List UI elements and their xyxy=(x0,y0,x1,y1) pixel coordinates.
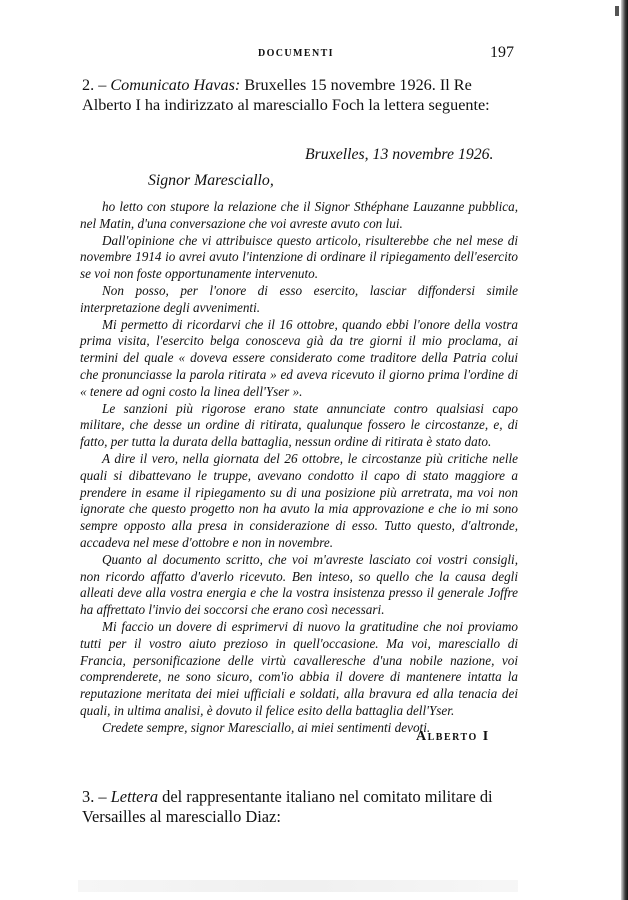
scan-artifact xyxy=(78,880,518,892)
letter-paragraph: A dire il vero, nella giornata del 26 ottobre, le circostanze più critiche nelle quali si dibattevano le truppe, avevano condotto il capo di stato maggiore a prendere in esame il ripiegamento su di una posizione più arretrata, ma voi non ignorate che questo progetto non ha avuto la mia approvazione e che io mi sono sempre opposto alla presa in considerazione di esso. Tutto questo, d'altronde, accadeva nel mese d'ottobre e non in novembre. xyxy=(80,450,518,550)
letter-paragraph: ho letto con stupore la relazione che il Signor Sthéphane Lauzanne pubblica, nel Matin, d'una conversazione che voi avreste avuto con lui. xyxy=(80,199,518,231)
letter-paragraph: Mi permetto di ricordarvi che il 16 ottobre, quando ebbi l'onore della vostra prima visita, l'esercito belga conosceva già da tre giorni il mio proclama, ai termini del quale « doveva essere considerato come traditore della Patria colui che pronunciasse la parola ritirata » ed aveva ricevuto il giorno prima l'ordine di « tenere ad ogni costo la linea dell'Yser ». xyxy=(80,316,518,399)
letter-paragraph: Non posso, per l'onore di esso esercito, lasciar diffondersi simile interpretazione degli avvenimenti. xyxy=(80,282,518,315)
letter-paragraph: Quanto al documento scritto, che voi m'avreste lasciato coi vostri consigli, non ricordo affatto d'averlo ricevuto. Ben inteso, so quello che la causa degli alleati deve alla vostra energia e che la vostra insistenza presso il generale Joffre ha affrettato l'invio dei soccorsi che erano così necessari. xyxy=(80,551,518,618)
page-number: 197 xyxy=(490,44,514,61)
entry-2-text: Bruxelles 15 novembre 1926. Il Re Alberto I ha indirizzato al maresciallo Foch la lettera seguente: xyxy=(82,76,490,114)
entry-3-number: 3. – xyxy=(82,787,111,806)
scan-edge-mark xyxy=(615,6,619,16)
letter-paragraph: Credete sempre, signor Maresciallo, ai miei sentimenti devoti. xyxy=(102,719,431,735)
letter-body xyxy=(80,193,518,737)
letter-signature: Alberto I xyxy=(416,729,490,744)
entry-2-title: Comunicato Havas: xyxy=(110,76,241,94)
page-header xyxy=(78,44,514,64)
letter-date: Bruxelles, 13 novembre 1926. xyxy=(305,146,494,163)
document-entry-2 xyxy=(82,75,518,115)
letter-paragraph: Le sanzioni più rigorose erano state annunciate contro qualsiasi capo militare, che desse un ordine di ritirata, qualunque fossero le circostanze, e, di fatto, per tutta la durata della battaglia, nessun ordine di ritirata è stato dato. xyxy=(80,400,518,450)
page-edge-shadow xyxy=(621,0,628,900)
running-head: DOCUMENTI xyxy=(258,48,334,59)
letter-salutation: Signor Maresciallo, xyxy=(148,172,274,189)
entry-3-text: del rappresentante italiano nel comitato militare di Versailles al maresciallo Diaz: xyxy=(82,787,493,826)
entry-2-number: 2. – xyxy=(82,76,111,94)
entry-3-title: Lettera xyxy=(110,787,159,806)
document-entry-3 xyxy=(82,787,518,827)
letter-paragraph: Dall'opinione che vi attribuisce questo articolo, risulterebbe che nel mese di novembre 1914 io avrei avuto l'intenzione di ordinare il ripiegamento dell'esercito se voi non foste opportunamente intervenuto. xyxy=(80,232,518,282)
letter-paragraph: Mi faccio un dovere di esprimervi di nuovo la gratitudine che noi proviamo tutti per il vostro aiuto prezioso in quell'occasione. Ma voi, maresciallo di Francia, personificazione delle virtù cavalleresche d'una nobile nazione, voi comprenderete, ne sono sicuro, com'io abbia il dovere di mantenere intatta la reputazione meritata dei miei ufficiali e soldati, alla bravura ed alla tenacia dei quali, in ultima analisi, è dovuto il felice esito della battaglia dell'Yser. xyxy=(80,618,518,718)
